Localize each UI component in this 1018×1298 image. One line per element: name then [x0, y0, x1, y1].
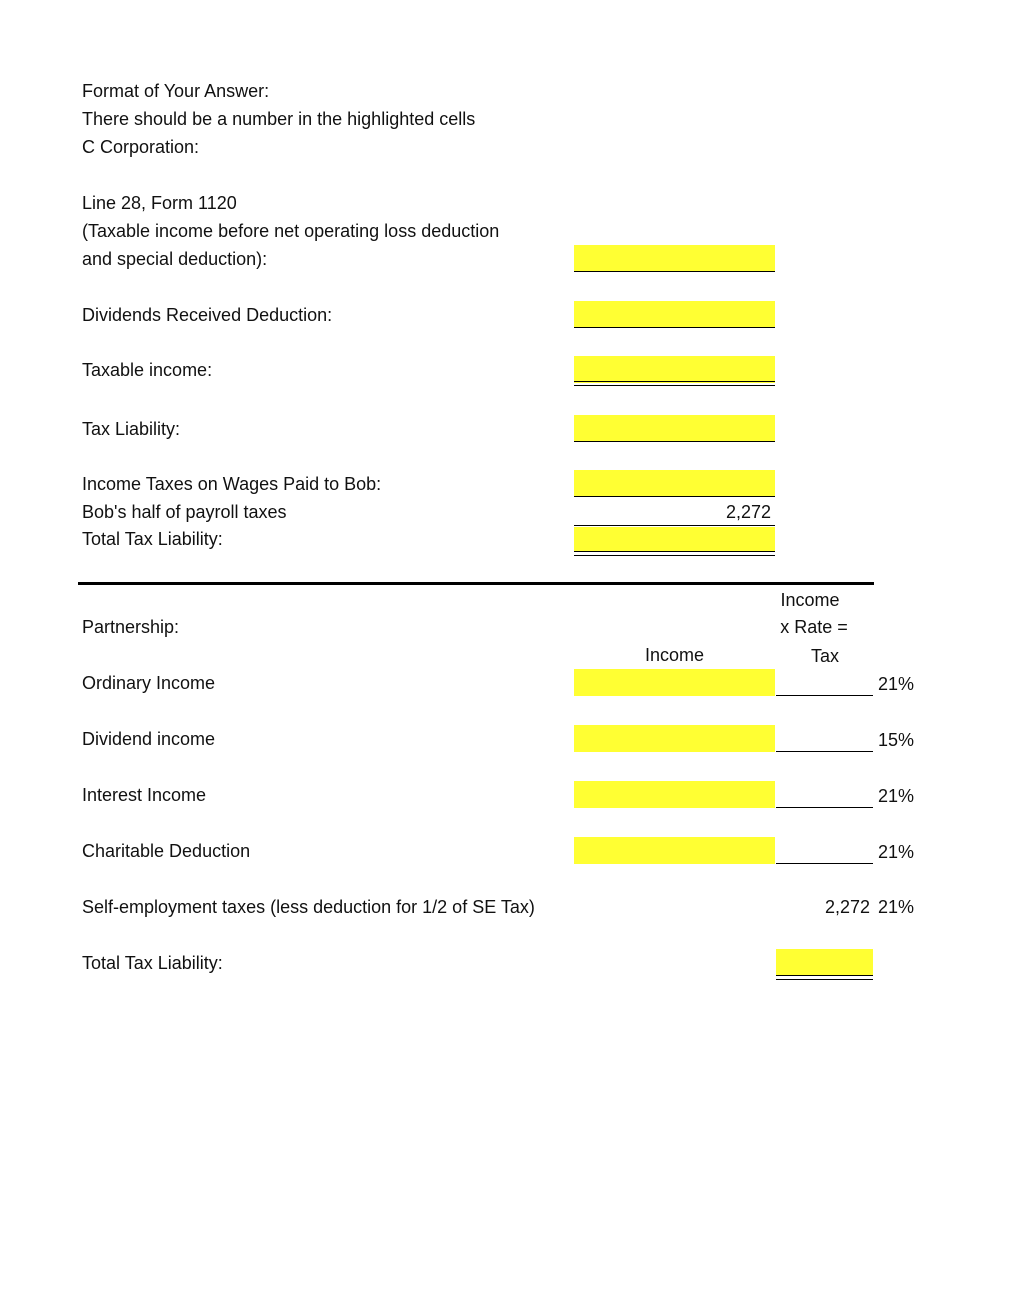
c-corp-total-label: Total Tax Liability: — [82, 529, 223, 549]
col-header-tax-2: x Rate = — [780, 617, 848, 637]
income-input-cell[interactable] — [574, 837, 775, 864]
rate-value: 21% — [878, 842, 915, 862]
partnership-total-input-cell[interactable] — [776, 949, 873, 975]
tax-input-cell[interactable] — [776, 781, 873, 808]
drd-input-cell[interactable] — [574, 301, 775, 328]
tax-input-cell[interactable] — [776, 669, 873, 696]
tax-liability-input-cell[interactable] — [574, 415, 775, 442]
line28-desc-1: (Taxable income before net operating loss deduction — [82, 221, 500, 241]
partnership-title: Partnership: — [82, 617, 180, 637]
rate-value: 15% — [878, 730, 915, 750]
se-tax-value: 2,272 — [824, 897, 870, 917]
section-divider — [78, 582, 874, 585]
double-underline — [776, 979, 873, 980]
col-header-tax-3: Tax — [810, 646, 839, 666]
row-label: Charitable Deduction — [82, 841, 251, 861]
tax-liability-label: Tax Liability: — [82, 419, 181, 439]
top-border — [574, 525, 775, 526]
row-label: Interest Income — [82, 785, 207, 805]
row-label: Dividend income — [82, 729, 216, 749]
income-taxes-wages-label: Income Taxes on Wages Paid to Bob: — [82, 474, 382, 494]
income-input-cell[interactable] — [574, 725, 775, 752]
double-underline — [574, 551, 775, 552]
c-corp-title: C Corporation: — [82, 137, 200, 157]
taxable-income-input-cell[interactable] — [574, 356, 775, 383]
partnership-total-label: Total Tax Liability: — [82, 953, 223, 973]
bob-payroll-label: Bob's half of payroll taxes — [82, 502, 287, 522]
se-rate-value: 21% — [878, 897, 915, 917]
se-tax-label: Self-employment taxes (less deduction for 1/2 of SE Tax) — [82, 897, 535, 917]
tax-input-cell[interactable] — [776, 725, 873, 752]
line28-desc-2: and special deduction): — [82, 249, 268, 269]
double-underline — [574, 555, 775, 556]
col-header-tax-1: Income — [780, 590, 840, 610]
double-underline — [574, 385, 775, 386]
rate-value: 21% — [878, 786, 915, 806]
line28-input-cell[interactable] — [574, 245, 775, 272]
col-header-income: Income — [644, 645, 705, 665]
format-title: Format of Your Answer: — [82, 81, 270, 101]
drd-label: Dividends Received Deduction: — [82, 305, 333, 325]
income-taxes-wages-input-cell[interactable] — [574, 470, 775, 497]
rate-value: 21% — [878, 674, 915, 694]
double-underline — [574, 381, 775, 382]
tax-input-cell[interactable] — [776, 837, 873, 864]
taxable-income-label: Taxable income: — [82, 360, 213, 380]
income-input-cell[interactable] — [574, 781, 775, 808]
bob-payroll-value: 2,272 — [725, 502, 771, 522]
row-label: Ordinary Income — [82, 673, 216, 693]
c-corp-total-input-cell[interactable] — [574, 527, 775, 552]
instruction-text: There should be a number in the highlighted cells — [82, 109, 476, 129]
double-underline — [776, 975, 873, 976]
income-input-cell[interactable] — [574, 669, 775, 696]
line28-label: Line 28, Form 1120 — [82, 193, 237, 213]
